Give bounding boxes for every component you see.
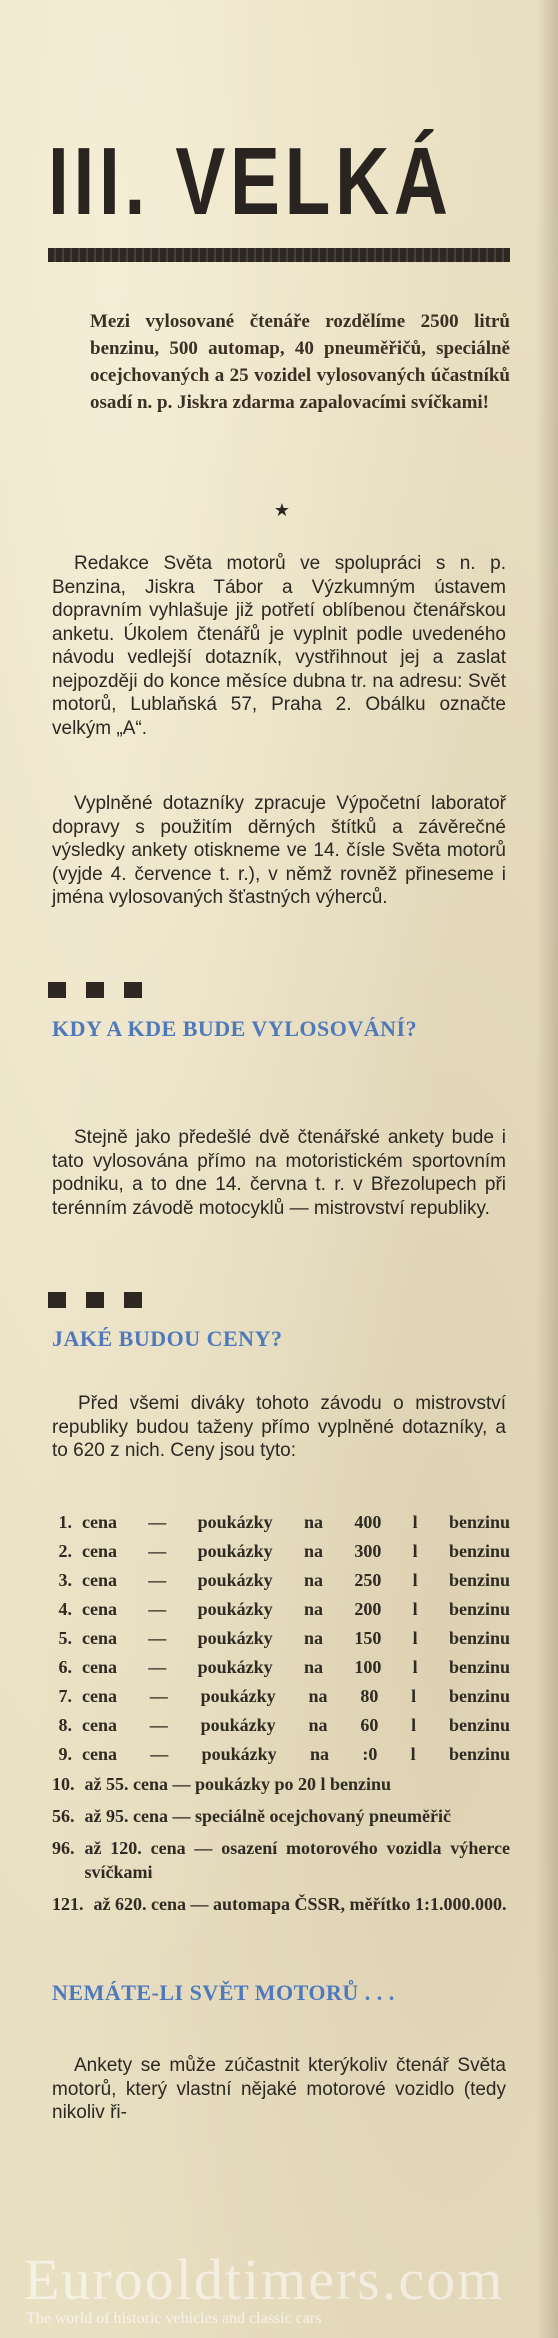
star-separator-icon: ★ [273, 500, 291, 520]
heading-when-where: KDY A KDE BUDE VYLOSOVÁNÍ? [52, 1016, 418, 1041]
no-magazine-paragraph: Ankety se může zúčastnit kterýkoliv čtenář Světa motorů, který vlastní nějaké motorové vozidlo (tedy nikoliv ři- [52, 2055, 506, 2123]
intro-paragraph: Redakce Světa motorů ve spolupráci s n. p. Benzina, Jiskra Tábor a Výzkumným ústavem dopravním vyhlašuje již potřetí oblíbenou čtenářskou anketu. Úkolem čtenářů je vyplnit podle uvedeného návodu vedlejší dotazník, vystřihnout jej a zaslat nejpozději do konce měsíce dubna tr. na adresu: Svět motorů, Lublaňská 57, Praha 2. Obálku označte velkým „A“. [52, 553, 506, 739]
prize-item: 9. cena — poukázky na :0 l benzinu [58, 1744, 510, 1764]
prize-item: 2. cena — poukázky na 300 l benzinu [58, 1541, 510, 1561]
page-fold-shadow [536, 0, 558, 2338]
lead-paragraph: Mezi vylosované čtenáře rozdělíme 2500 litrů benzinu, 500 automap, 40 pneuměřičů, speciálně ocejchovaných a 25 vozidel vylosovaných účastníků osadí n. p. Jiskra zdarma zapalovacími svíčkami! [90, 311, 510, 413]
prize-item: 4. cena — poukázky na 200 l benzinu [58, 1599, 510, 1619]
prizes-intro-paragraph: Před všemi diváky tohoto závodu o mistrovství republiky budou taženy přímo vyplněné dotazníky, a to 620 z nich. Ceny jsou tyto: [52, 1393, 506, 1461]
prize-item: 1. cena — poukázky na 400 l benzinu [58, 1512, 510, 1532]
heading-no-magazine: NEMÁTE-LI SVĚT MOTORŮ . . . [52, 1980, 395, 2005]
prize-item: 10. až 55. cena — poukázky po 20 l benzinu [52, 1774, 392, 1794]
section-marker-squares [48, 982, 142, 998]
prize-item: 96. až 120. cena — osazení motorového vozidla výherce svíčkami [52, 1838, 510, 1882]
processing-paragraph: Vyplněné dotazníky zpracuje Výpočetní laboratoř dopravy s použitím děrných štítků a závěrečné výsledky ankety otiskneme ve 14. čísle Světa motorů (vyjde 4. července t. r.), v němž rovněž přineseme i jména vylosovaných šťastných výherců. [52, 793, 506, 908]
heading-prizes: JAKÉ BUDOU CENY? [52, 1326, 283, 1351]
prize-list [52, 1508, 510, 1924]
watermark-logo: Eurooldtimers.com [24, 2247, 505, 2312]
watermark-tagline: The world of historic vehicles and classic cars [26, 2310, 322, 2327]
prize-item: 8. cena — poukázky na 60 l benzinu [58, 1715, 510, 1735]
page-title: III. VELKÁ [48, 128, 453, 235]
prize-item: 56. až 95. cena — speciálně ocejchovaný pneuměřič [52, 1806, 451, 1826]
prize-item: 3. cena — poukázky na 250 l benzinu [58, 1570, 510, 1590]
prize-item: 6. cena — poukázky na 100 l benzinu [58, 1657, 510, 1677]
title-underline-bar [48, 248, 510, 262]
draw-paragraph: Stejně jako předešlé dvě čtenářské ankety bude i tato vylosována přímo na motoristickém sportovním podniku, a to dne 14. června t. r. v Březolupech při terénním závodě motocyklů — mistrovství republiky. [52, 1127, 506, 1219]
section-marker-squares [48, 1292, 142, 1308]
prize-item: 5. cena — poukázky na 150 l benzinu [58, 1628, 510, 1648]
prize-item: 7. cena — poukázky na 80 l benzinu [58, 1686, 510, 1706]
prize-item: 121. až 620. cena — automapa ČSSR, měřítko 1:1.000.000. [52, 1894, 507, 1914]
